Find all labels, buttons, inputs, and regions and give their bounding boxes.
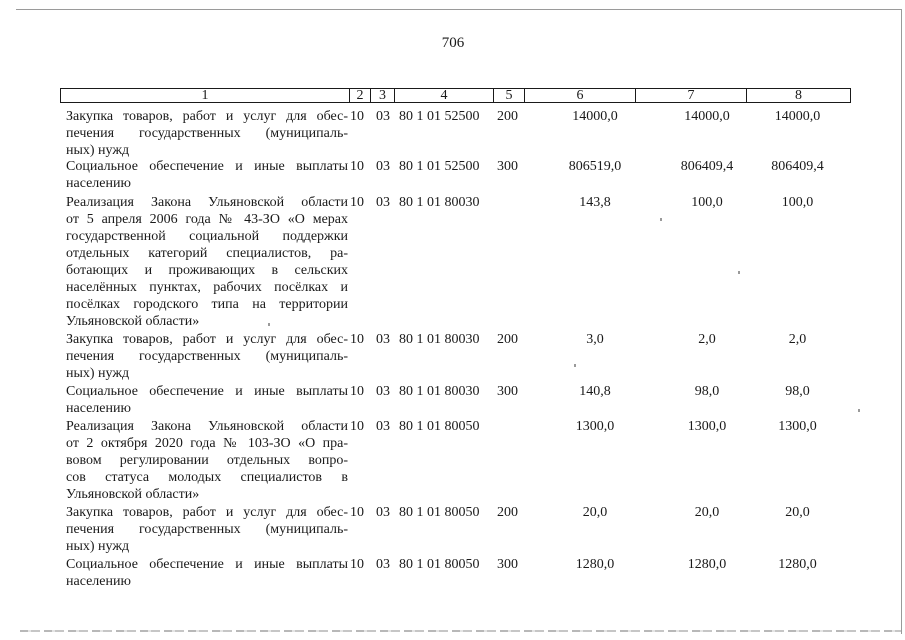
amount-col-6-cell: 1300,0 bbox=[575, 419, 615, 434]
row-name-cell bbox=[66, 158, 348, 192]
row-name-line: печения государственных (муниципаль- bbox=[66, 349, 348, 364]
razdel-cell: 10 bbox=[350, 384, 364, 399]
scan-speck bbox=[738, 271, 740, 274]
podrazdel-cell: 03 bbox=[376, 332, 390, 347]
header-col-3: 3 bbox=[370, 89, 394, 102]
row-name-line: Закупка товаров, работ и услуг для обес- bbox=[66, 109, 348, 124]
target-article-cell: 80 1 01 80030 bbox=[399, 332, 480, 347]
row-name-line: населению bbox=[66, 176, 131, 191]
razdel-cell: 10 bbox=[350, 419, 364, 434]
row-name-cell bbox=[66, 331, 348, 382]
target-article-cell: 80 1 01 52500 bbox=[399, 109, 480, 124]
amount-col-8-cell: 100,0 bbox=[781, 195, 814, 210]
row-name-line: отдельных категорий специалистов, ра- bbox=[66, 246, 348, 261]
row-name-cell bbox=[66, 383, 348, 417]
row-name-line: Закупка товаров, работ и услуг для обес- bbox=[66, 332, 348, 347]
header-col-4: 4 bbox=[394, 89, 493, 102]
amount-col-6-cell: 20,0 bbox=[582, 505, 608, 520]
header-col-8: 8 bbox=[746, 89, 850, 102]
header-col-7: 7 bbox=[635, 89, 746, 102]
target-article-cell: 80 1 01 80050 bbox=[399, 419, 480, 434]
row-name-line: населению bbox=[66, 574, 131, 589]
row-name-line: населённых пунктах, рабочих посёлках и bbox=[66, 280, 348, 295]
target-article-cell: 80 1 01 80050 bbox=[399, 505, 480, 520]
row-name-line: Закупка товаров, работ и услуг для обес- bbox=[66, 505, 348, 520]
amount-col-8-cell: 806409,4 bbox=[771, 159, 824, 174]
row-name-line: государственной социальной поддержки bbox=[66, 229, 348, 244]
amount-col-6-cell: 143,8 bbox=[579, 195, 611, 210]
podrazdel-cell: 03 bbox=[376, 505, 390, 520]
podrazdel-cell: 03 bbox=[376, 109, 390, 124]
scan-edge-right bbox=[901, 9, 902, 634]
razdel-cell: 10 bbox=[350, 557, 364, 572]
amount-col-6-cell: 3,0 bbox=[586, 332, 604, 347]
expense-type-cell: 300 bbox=[497, 384, 518, 399]
row-name-cell bbox=[66, 194, 348, 330]
target-article-cell: 80 1 01 80050 bbox=[399, 557, 480, 572]
row-name-line: Реализация Закона Ульяновской области bbox=[66, 419, 348, 434]
amount-col-7-cell: 806409,4 bbox=[680, 159, 734, 174]
row-name-line: Ульяновской области» bbox=[66, 314, 200, 329]
razdel-cell: 10 bbox=[350, 109, 364, 124]
amount-col-7-cell: 2,0 bbox=[698, 332, 716, 347]
amount-col-7-cell: 1280,0 bbox=[687, 557, 727, 572]
header-col-6: 6 bbox=[524, 89, 635, 102]
razdel-cell: 10 bbox=[350, 159, 364, 174]
row-name-line: ботающих и проживающих в сельских bbox=[66, 263, 348, 278]
amount-col-8-cell: 98,0 bbox=[785, 384, 810, 399]
row-name-line: ных) нужд bbox=[66, 143, 130, 158]
header-col-2: 2 bbox=[349, 89, 370, 102]
row-name-cell bbox=[66, 418, 348, 503]
amount-col-8-cell: 14000,0 bbox=[774, 109, 821, 124]
amount-col-7-cell: 98,0 bbox=[694, 384, 720, 399]
row-name-cell bbox=[66, 108, 348, 159]
row-name-cell bbox=[66, 504, 348, 555]
table-header-row bbox=[60, 88, 851, 103]
row-name-line: от 5 апреля 2006 года № 43-ЗО «О мерах bbox=[66, 212, 348, 227]
scan-speck bbox=[268, 323, 270, 326]
podrazdel-cell: 03 bbox=[376, 557, 390, 572]
scan-speck bbox=[574, 364, 576, 367]
amount-col-6-cell: 1280,0 bbox=[575, 557, 615, 572]
row-name-line: Социальное обеспечение и иные выплаты bbox=[66, 384, 348, 399]
target-article-cell: 80 1 01 52500 bbox=[399, 159, 480, 174]
amount-col-8-cell: 20,0 bbox=[785, 505, 810, 520]
podrazdel-cell: 03 bbox=[376, 159, 390, 174]
row-name-line: печения государственных (муниципаль- bbox=[66, 522, 348, 537]
row-name-line: Социальное обеспечение и иные выплаты bbox=[66, 159, 348, 174]
target-article-cell: 80 1 01 80030 bbox=[399, 384, 480, 399]
row-name-line: населению bbox=[66, 401, 131, 416]
podrazdel-cell: 03 bbox=[376, 419, 390, 434]
expense-type-cell: 200 bbox=[497, 505, 518, 520]
amount-col-8-cell: 2,0 bbox=[788, 332, 807, 347]
expense-type-cell: 300 bbox=[497, 557, 518, 572]
podrazdel-cell: 03 bbox=[376, 195, 390, 210]
amount-col-7-cell: 100,0 bbox=[691, 195, 723, 210]
razdel-cell: 10 bbox=[350, 332, 364, 347]
amount-col-6-cell: 14000,0 bbox=[572, 109, 618, 124]
razdel-cell: 10 bbox=[350, 505, 364, 520]
amount-col-8-cell: 1300,0 bbox=[778, 419, 817, 434]
row-name-line: Социальное обеспечение и иные выплаты bbox=[66, 557, 348, 572]
expense-type-cell: 300 bbox=[497, 159, 518, 174]
expense-type-cell: 200 bbox=[497, 332, 518, 347]
row-name-line: Ульяновской области» bbox=[66, 487, 200, 502]
scan-edge-top bbox=[16, 9, 902, 10]
row-name-line: вовом регулировании отдельных вопро- bbox=[66, 453, 348, 468]
amount-col-6-cell: 806519,0 bbox=[568, 159, 622, 174]
amount-col-7-cell: 1300,0 bbox=[687, 419, 727, 434]
scan-speck bbox=[660, 218, 662, 221]
row-name-line: сов статуса молодых специалистов в bbox=[66, 470, 348, 485]
row-name-cell bbox=[66, 556, 348, 590]
row-name-line: печения государственных (муниципаль- bbox=[66, 126, 348, 141]
amount-col-6-cell: 140,8 bbox=[579, 384, 611, 399]
amount-col-7-cell: 14000,0 bbox=[684, 109, 730, 124]
row-name-line: ных) нужд bbox=[66, 539, 130, 554]
amount-col-7-cell: 20,0 bbox=[694, 505, 720, 520]
row-name-line: ных) нужд bbox=[66, 366, 130, 381]
scan-speck bbox=[858, 409, 860, 412]
amount-col-8-cell: 1280,0 bbox=[778, 557, 817, 572]
razdel-cell: 10 bbox=[350, 195, 364, 210]
row-name-line: Реализация Закона Ульяновской области bbox=[66, 195, 348, 210]
row-name-line: посёлках городского типа на территории bbox=[66, 297, 348, 312]
expense-type-cell: 200 bbox=[497, 109, 518, 124]
podrazdel-cell: 03 bbox=[376, 384, 390, 399]
header-col-5: 5 bbox=[493, 89, 524, 102]
target-article-cell: 80 1 01 80030 bbox=[399, 195, 480, 210]
header-col-1: 1 bbox=[201, 88, 209, 103]
scan-edge-bottom bbox=[20, 630, 901, 632]
row-name-line: от 2 октября 2020 года № 103-ЗО «О пра- bbox=[66, 436, 348, 451]
page-number: 706 bbox=[441, 35, 465, 51]
